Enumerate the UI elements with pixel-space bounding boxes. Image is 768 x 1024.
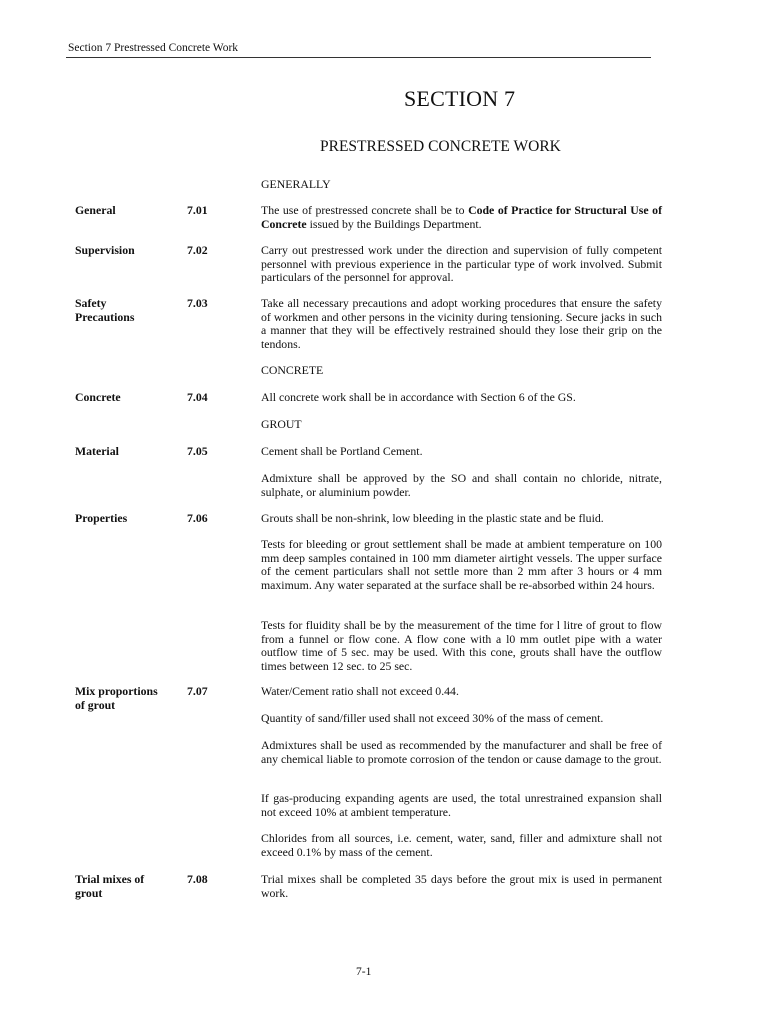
clause-number-7-06: 7.06 (187, 511, 208, 525)
header-rule (66, 57, 651, 58)
label-line: Trial mixes of (75, 872, 145, 886)
label-line: Safety (75, 296, 107, 310)
code-of-practice-reference: Code of Practice for Structural Use of Concrete (261, 203, 662, 231)
clause-text-7-01-part1: The use of prestressed concrete shall be to (261, 203, 469, 217)
clause-text-7-06-p1: Grouts shall be non-shrink, low bleeding in the plastic state and be fluid. (261, 511, 604, 525)
label-line: Precautions (75, 309, 135, 324)
clause-number-7-03: 7.03 (187, 296, 208, 310)
label-line: Mix proportions (75, 684, 158, 698)
clause-number-7-02: 7.02 (187, 243, 208, 257)
clause-text-7-07-p1: Water/Cement ratio shall not exceed 0.44. (261, 684, 459, 698)
clause-label-trial-mixes (75, 873, 175, 900)
clause-label-mix-proportions (75, 685, 175, 712)
clause-text-7-07-p5: Chlorides from all sources, i.e. cement, water, sand, filler and admixture shall not exceed 0.1% by mass of the cement. (261, 831, 662, 859)
clause-text-7-02: Carry out prestressed work under the direction and supervision of fully competent personnel with previous experience in the particular type of work involved. Submit particulars of the personnel for approval. (261, 243, 662, 284)
running-header: Section 7 Prestressed Concrete Work (68, 42, 239, 54)
clause-text-7-08: Trial mixes shall be completed 35 days before the grout mix is used in permanent work. (261, 872, 662, 900)
heading-concrete: CONCRETE (261, 363, 324, 377)
clause-text-7-05-p2: Admixture shall be approved by the SO and shall contain no chloride, nitrate, sulphate, or aluminium powder. (261, 471, 662, 499)
clause-number-7-07: 7.07 (187, 684, 208, 698)
clause-text-7-01-part2: issued by the Buildings Department. (306, 216, 482, 231)
section-subtitle: PRESTRESSED CONCRETE WORK (320, 138, 561, 155)
clause-label-supervision: Supervision (75, 243, 135, 257)
clause-text-7-07-p4: If gas-producing expanding agents are used, the total unrestrained expansion shall not exceed 10% at ambient temperature. (261, 791, 662, 819)
heading-grout: GROUT (261, 417, 302, 431)
clause-label-properties: Properties (75, 511, 128, 525)
section-title: SECTION 7 (404, 86, 516, 111)
label-line: of grout (75, 697, 116, 712)
clause-number-7-08: 7.08 (187, 872, 208, 886)
clause-label-concrete: Concrete (75, 390, 121, 404)
clause-label-general: General (75, 203, 116, 217)
page-number: 7-1 (356, 966, 372, 978)
clause-text-7-05-p1: Cement shall be Portland Cement. (261, 444, 423, 458)
clause-label-material: Material (75, 444, 119, 458)
clause-text-7-01 (261, 204, 662, 231)
clause-number-7-05: 7.05 (187, 444, 208, 458)
clause-number-7-04: 7.04 (187, 390, 208, 404)
clause-text-7-06-p2: Tests for bleeding or grout settlement shall be made at ambient temperature on 100 mm deep samples contained in 100 mm diameter airtight vessels. The upper surface of the cement particulars shall not settle more than 2 mm after 3 hours or 4 mm maximum. Any water separated at the surface shall be re-absorbed within 24 hours. (261, 537, 662, 592)
clause-label-safety-precautions (75, 297, 175, 324)
clause-text-7-06-p3: Tests for fluidity shall be by the measurement of the time for l litre of grout to flow from a funnel or flow cone. A flow cone with a l0 mm outlet pipe with a water outflow time of 5 sec. may be used. With this cone, grouts shall have the outflow times between 12 sec. to 25 sec. (261, 618, 662, 673)
clause-number-7-01: 7.01 (187, 203, 208, 217)
clause-text-7-03: Take all necessary precautions and adopt working procedures that ensure the safety of workmen and other persons in the vicinity during tensioning. Secure jacks in such a manner that they will be effectively restrained should they lose their grip on the tendons. (261, 296, 662, 351)
clause-text-7-07-p2: Quantity of sand/filler used shall not exceed 30% of the mass of cement. (261, 711, 604, 725)
clause-text-7-04: All concrete work shall be in accordance with Section 6 of the GS. (261, 390, 576, 404)
heading-generally: GENERALLY (261, 177, 331, 191)
label-line: grout (75, 885, 103, 900)
clause-text-7-07-p3: Admixtures shall be used as recommended by the manufacturer and shall be free of any chemical liable to promote corrosion of the tendon or cause damage to the grout. (261, 738, 662, 766)
